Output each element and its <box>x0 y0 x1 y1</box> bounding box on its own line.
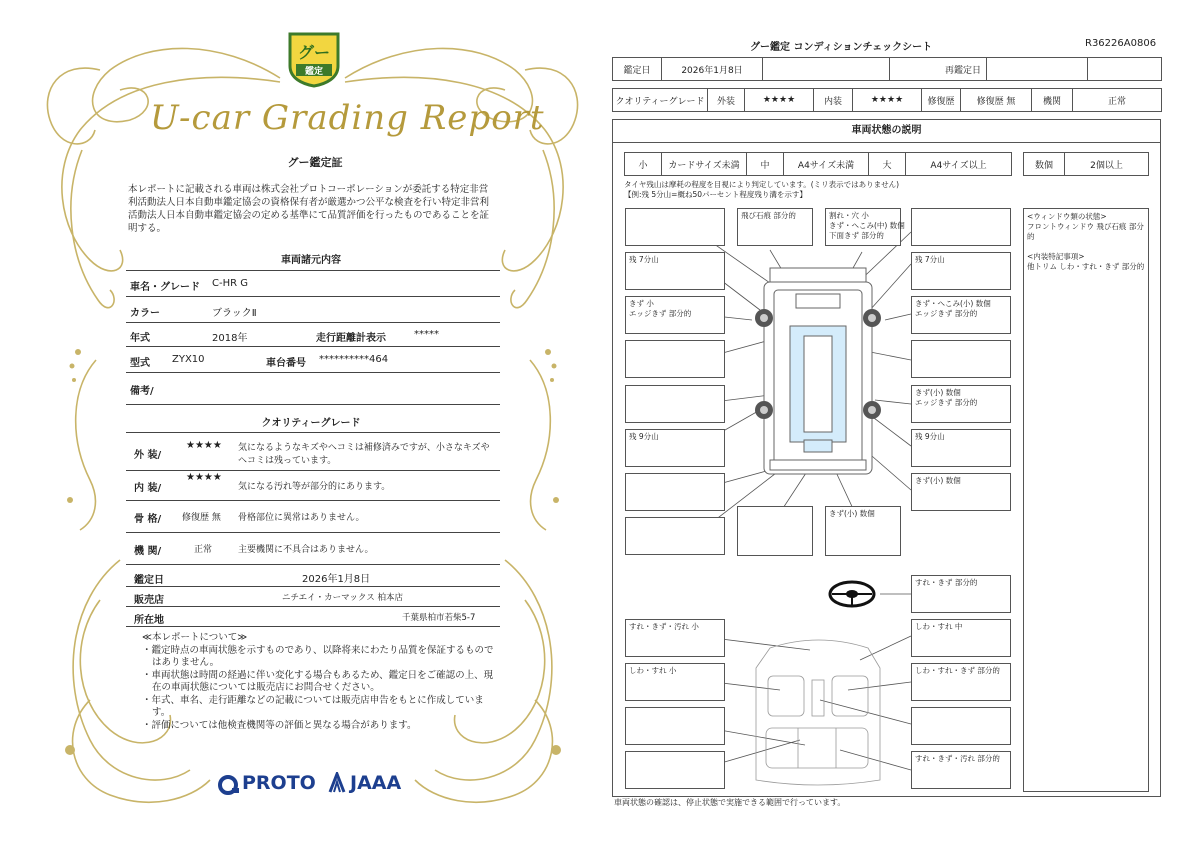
interior-heading: <内装特記事項> <box>1027 252 1085 261</box>
window-note: フロントウィンドウ 飛び石痕 部分的 <box>1027 222 1144 241</box>
spec-row-remarks: 備考/ <box>126 372 500 405</box>
info-row-address: 所在地 千葉県柏市若柴5-7 <box>126 606 500 627</box>
diagram-box: しわ・すれ・きず 部分的 <box>911 663 1011 701</box>
certificate-title: グー鑑定証 <box>287 156 343 169</box>
ext-stars: ★★★★ <box>745 89 814 112</box>
diagram-box: すれ・きず 部分的 <box>911 575 1011 613</box>
tire-note: タイヤ残山は摩耗の程度を目視により判定しています。(ミリ表示ではありません) 【例:残 5分山=概ね50パーセント程度残り溝を示す】 <box>624 180 900 199</box>
note-item: ・鑑定時点の車両状態を示すものであり、以降将来にわたり品質を保証するものではありません。 <box>142 644 494 668</box>
diagram-box <box>625 473 725 511</box>
special-notes-panel <box>1023 208 1149 792</box>
diagram-box: 残 7分山 <box>911 252 1011 290</box>
date-value: 2026年1月8日 <box>662 58 763 81</box>
car-color: ブラックⅡ <box>212 308 257 319</box>
diagram-box <box>737 506 813 556</box>
engine-value: 正常 <box>1073 89 1162 112</box>
interior-note: 他トリム しわ・すれ・きず 部分的 <box>1027 262 1145 271</box>
diagram-box: 割れ・穴 小 きず・へこみ(中) 数個 下面きず 部分的 <box>825 208 901 246</box>
spec-row-name: 車名・グレード C-HR G <box>126 270 500 297</box>
info-row-shop: 販売店 ニチエイ・カーマックス 柏本店 <box>126 586 500 607</box>
car-name: C-HR G <box>212 278 248 289</box>
note-item: ・車両状態は時間の経過に伴い変化する場合もあるため、鑑定日をご確認の上、現在の車両状態については販売店にお問合せください。 <box>142 669 494 693</box>
exterior-stars: ★★★★ <box>186 440 222 451</box>
spec-row-model: 型式 ZYX10 車台番号 **********464 <box>126 346 500 373</box>
diagram-box: きず(小) 数個 エッジきず 部分的 <box>911 385 1011 423</box>
jaaa-logo-text: JAAA <box>350 772 402 794</box>
quality-row-frame: 骨 格/ 修復歴 無 骨格部位に異常はありません。 <box>126 500 500 533</box>
interior-stars: ★★★★ <box>186 472 222 483</box>
diagram-box: 残 9分山 <box>625 429 725 467</box>
grade-table: クオリティーグレード 外装 ★★★★ 内装 ★★★★ 修復歴 修復歴 無 機関 正常 <box>612 88 1162 112</box>
diagram-box: すれ・きず・汚れ 部分的 <box>911 751 1011 789</box>
diagram-box <box>625 385 725 423</box>
car-year: 2018年 <box>212 333 248 344</box>
quality-row-exterior: 外 装/ ★★★★ 気になるようなキズやヘコミは補修済みですが、小さなキズや ヘコミは残っています。 <box>126 432 500 471</box>
shop-address: 千葉県柏市若柴5-7 <box>402 613 476 623</box>
repair-value: 修復歴 無 <box>961 89 1032 112</box>
diagram-box: 残 9分山 <box>911 429 1011 467</box>
diagram-box <box>625 751 725 789</box>
date-label: 鑑定日 <box>613 58 662 81</box>
diagram-box <box>911 340 1011 378</box>
quality-heading: クオリティーグレード <box>261 418 361 429</box>
diagram-box: 残 7分山 <box>625 252 725 290</box>
diagram-box <box>911 208 1011 246</box>
note-item: ・年式、車名、走行距離などの記載については販売店申告をもとに作成しています。 <box>142 694 484 718</box>
diagram-box <box>625 517 725 555</box>
diagram-box: 飛び石痕 部分的 <box>737 208 813 246</box>
notes-title: ≪本レポートについて≫ <box>142 632 248 643</box>
chassis-number: **********464 <box>319 354 389 365</box>
footer-note: 車両状態の確認は、停止状態で実施できる範囲で行っています。 <box>614 798 846 807</box>
redate-label: 再鑑定日 <box>940 58 987 81</box>
steering-wheel-icon <box>830 582 874 606</box>
diagram-box: しわ・すれ 中 <box>911 619 1011 657</box>
diagram-box: きず(小) 数個 <box>825 506 901 556</box>
spec-row-year: 年式 2018年 走行距離計表示 ***** <box>126 322 500 347</box>
badge-top-text: グー <box>297 43 330 62</box>
count-legend-table: 数個 2個以上 <box>1023 152 1149 176</box>
check-sheet-id: R36226A0806 <box>1085 38 1157 49</box>
diagram-box <box>911 707 1011 745</box>
car-mileage: ***** <box>414 329 439 340</box>
explanation-heading: 車両状態の説明 <box>612 119 1161 143</box>
shop-name: ニチエイ・カーマックス 柏本店 <box>282 593 403 603</box>
diagram-box: しわ・すれ 小 <box>625 663 725 701</box>
certificate-intro: 本レポートに記載される車両は株式会社プロトコーポレーションが委託する特定非営利活動法人日本自動車鑑定協会の資格保有者が厳選かつ公平な検査を行い特定非営利活動法人日本自動車鑑定協会の定める基準にて品質評価を行ったものであることを証明する。 <box>128 184 490 234</box>
grading-date: 2026年1月8日 <box>302 574 371 585</box>
diagram-box: きず(小) 数個 <box>911 473 1011 511</box>
diagram-box: きず 小 エッジきず 部分的 <box>625 296 725 334</box>
quality-row-engine: 機 関/ 正常 主要機関に不具合はありません。 <box>126 532 500 565</box>
window-heading: <ウィンドウ類の状態> <box>1027 212 1107 221</box>
diagram-box <box>625 707 725 745</box>
diagram-box: すれ・きず・汚れ 小 <box>625 619 725 657</box>
quality-row-interior: 内 装/ ★★★★ 気になる汚れ等が部分的にあります。 <box>126 470 500 501</box>
spec-row-color: カラー ブラックⅡ <box>126 296 500 323</box>
spec-heading: 車両諸元内容 <box>281 255 341 266</box>
report-title: U-car Grading Report <box>150 98 545 138</box>
car-model: ZYX10 <box>172 354 205 365</box>
info-row-date: 鑑定日 2026年1月8日 <box>126 564 500 587</box>
diagram-box <box>625 340 725 378</box>
size-legend-table: 小 カードサイズ未満 中 A4サイズ未満 大 A4サイズ以上 <box>624 152 1012 176</box>
diagram-box: きず・へこみ(小) 数個 エッジきず 部分的 <box>911 296 1011 334</box>
diagram-box <box>625 208 725 246</box>
check-sheet-title: グー鑑定 コンディションチェックシート <box>750 42 933 53</box>
proto-logo-text: PROTO <box>242 772 316 794</box>
note-item: ・評価については他検査機関等の評価と異なる場合があります。 <box>142 719 417 731</box>
badge-bottom-text: 鑑定 <box>304 67 323 77</box>
int-stars: ★★★★ <box>853 89 922 112</box>
